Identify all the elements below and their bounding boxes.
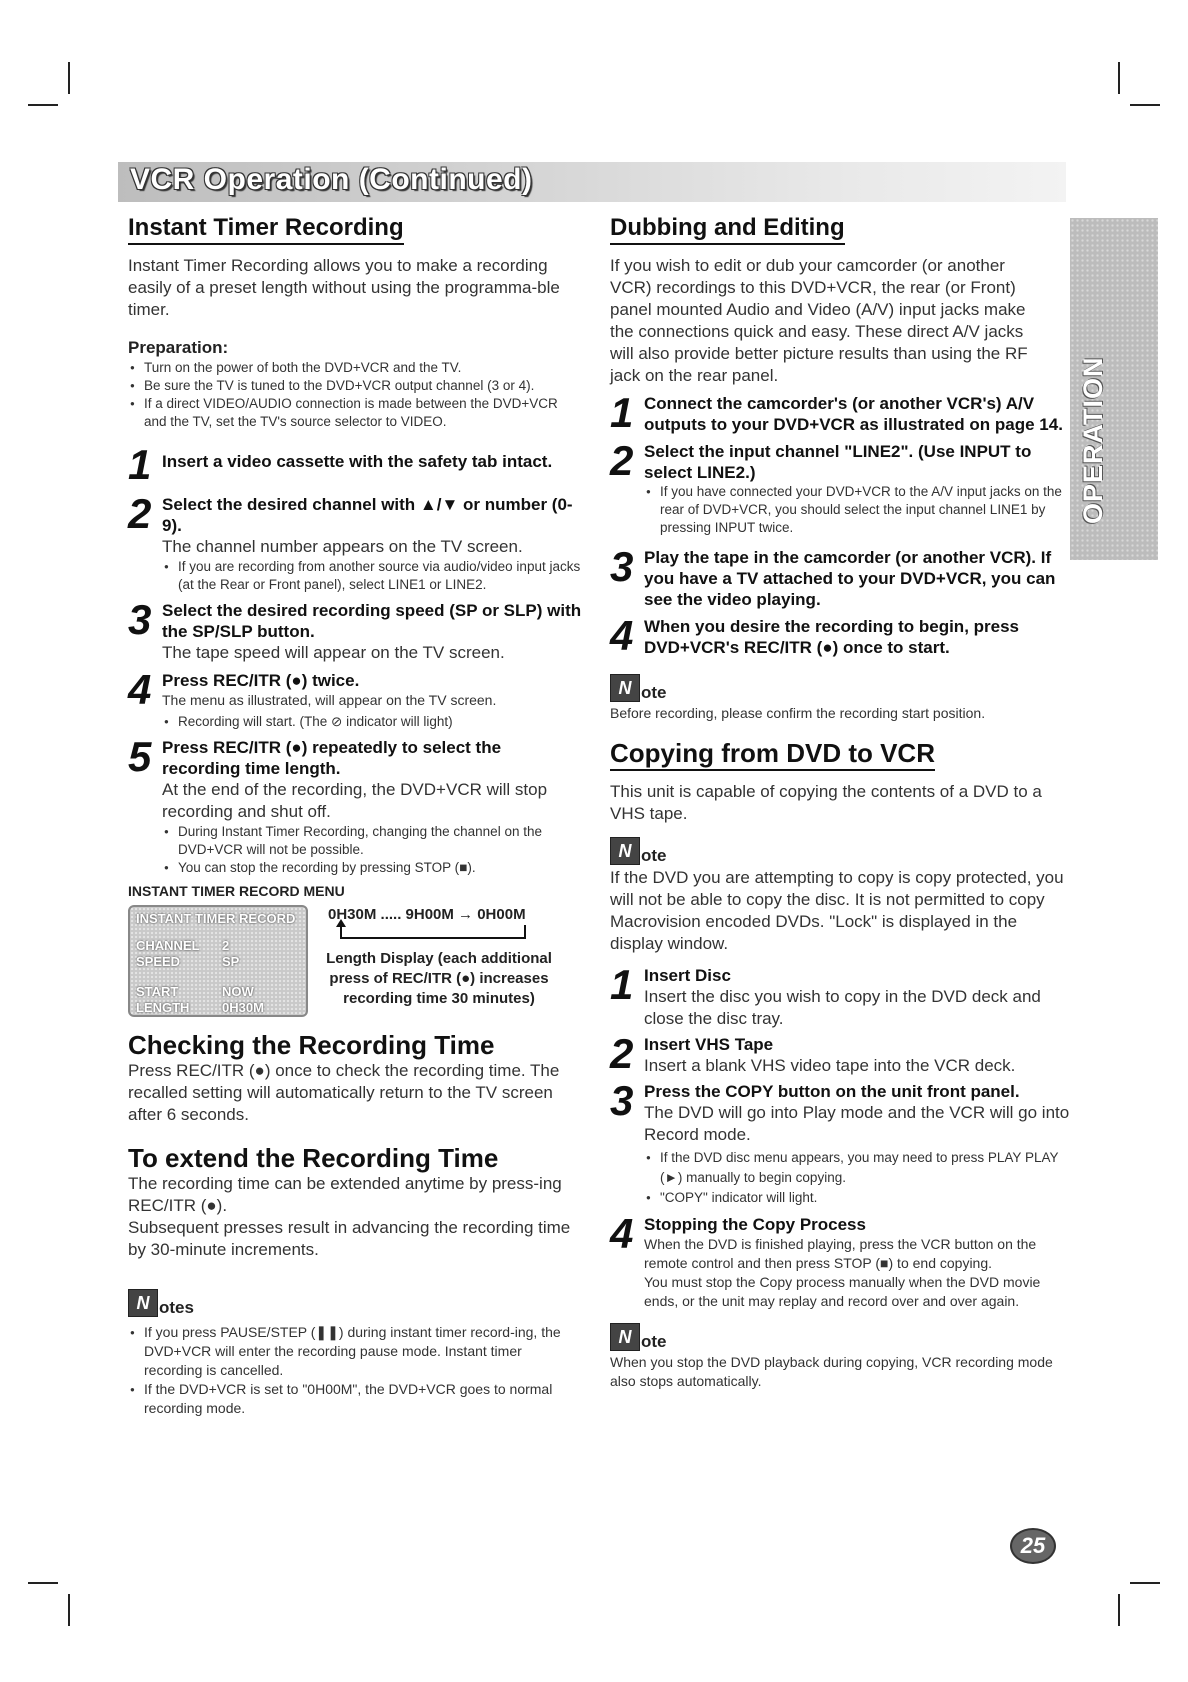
- step-text: At the end of the recording, the DVD+VCR will stop recording and shut off.: [162, 780, 548, 821]
- step-head: Insert a video cassette with the safety tab intact.: [162, 452, 553, 471]
- notes-header: [128, 1287, 584, 1317]
- step-head: Play the tape in the camcorder (or another VCR). If you have a TV attached to your DVD+VCR, you can see the video playing.: [644, 548, 1056, 609]
- note-header: [610, 835, 1070, 865]
- step-text: The DVD will go into Play mode and the VCR will go into Record mode.: [644, 1103, 1070, 1144]
- checking-title: Checking the Recording Time: [128, 1030, 495, 1060]
- page-number: 25: [1010, 1528, 1056, 1564]
- prep-title: Preparation:: [128, 338, 229, 357]
- step-text: You must stop the Copy process manually when the DVD movie ends, or the unit may replay and record over and over again.: [644, 1274, 1041, 1309]
- extend-title: To extend the Recording Time: [128, 1143, 499, 1173]
- step-text: The menu as illustrated, will appear on the TV screen.: [162, 692, 497, 708]
- step-3: [128, 596, 584, 664]
- osd-title: INSTANT TIMER RECORD: [136, 911, 296, 926]
- list-item: ● If a direct VIDEO/AUDIO connection is made between the DVD+VCR and the TV, set the TV's source selector to VIDEO.: [128, 395, 584, 431]
- step-number: 3: [128, 596, 152, 643]
- crop-mark: [68, 62, 70, 94]
- note-icon: N: [610, 674, 640, 702]
- step-number: 1: [128, 441, 152, 488]
- crop-mark: [1118, 62, 1120, 94]
- step-head: Insert Disc: [644, 966, 731, 985]
- extend-text-1: The recording time can be extended anytime by press-ing REC/ITR (●).: [128, 1174, 562, 1215]
- note-header: [610, 672, 1070, 702]
- crop-mark: [1118, 1594, 1120, 1626]
- osd-key: LENGTH: [136, 1000, 190, 1015]
- step-bullets: [644, 483, 1070, 537]
- right-column: [610, 213, 1070, 1391]
- crop-mark: [28, 104, 58, 106]
- step-number: 1: [610, 961, 634, 1008]
- step-1: [610, 961, 1070, 1030]
- instant-intro: Instant Timer Recording allows you to make a recording easily of a preset length without using the programma-ble timer.: [128, 256, 560, 319]
- length-sequence: [314, 905, 564, 949]
- copying-title: Copying from DVD to VCR: [610, 739, 935, 771]
- osd-key: SPEED: [136, 954, 181, 969]
- list-item: ● If you press PAUSE/STEP (❚❚) during instant timer record-ing, the DVD+VCR will enter the recording pause mode. Instant timer recording is cancelled.: [128, 1323, 584, 1380]
- osd-value: NOW: [222, 984, 254, 999]
- banner-title: VCR Operation (Continued): [130, 163, 533, 196]
- checking-text: Press REC/ITR (●) once to check the recording time. The recalled setting will automatically return to the TV screen after 6 seconds.: [128, 1061, 560, 1124]
- side-tab-label: OPERATION: [1078, 356, 1108, 524]
- osd-value: SP: [222, 954, 240, 969]
- step-bullets: [644, 1148, 1070, 1208]
- menu-info: [314, 905, 564, 1017]
- note-text: If the DVD you are attempting to copy is copy protected, you will not be able to copy the disc. It is not permitted to copy Macrovision encoded DVDs. "Lock" is displayed in the display window.: [610, 868, 1064, 953]
- step-bullets: [162, 823, 584, 877]
- step-text: The tape speed will appear on the TV screen.: [162, 643, 505, 662]
- step-text: The channel number appears on the TV screen.: [162, 537, 523, 556]
- note-word: ote: [641, 1332, 667, 1351]
- osd-value: 0H30M: [222, 1000, 264, 1015]
- list-item: ● Be sure the TV is tuned to the DVD+VCR output channel (3 or 4).: [128, 377, 584, 395]
- menu-caption: Length Display (each additional press of REC/ITR (●) increases recording time 30 minutes): [326, 950, 552, 1007]
- side-tab: [1070, 218, 1158, 560]
- note-text: Before recording, please confirm the recording start position.: [610, 705, 986, 721]
- step-head: Stopping the Copy Process: [644, 1215, 866, 1234]
- copying-intro: This unit is capable of copying the contents of a DVD to a VHS tape.: [610, 782, 1042, 823]
- menu-label: INSTANT TIMER RECORD MENU: [128, 883, 345, 899]
- extend-text-2: Subsequent presses result in advancing the recording time by 30-minute increments.: [128, 1218, 571, 1259]
- step-head: Connect the camcorder's (or another VCR's) A/V outputs to your DVD+VCR as illustrated on page 14.: [644, 394, 1063, 434]
- arrow-icon: [340, 925, 526, 939]
- step-number: 5: [128, 733, 152, 780]
- prep-list: [128, 359, 584, 431]
- note-icon: N: [610, 1323, 640, 1351]
- step-2: [610, 437, 1070, 537]
- step-text: Insert a blank VHS video tape into the VCR deck.: [644, 1056, 1016, 1075]
- step-head: Press REC/ITR (●) twice.: [162, 671, 360, 690]
- crop-mark: [28, 1582, 58, 1584]
- step-bullets: [162, 713, 584, 731]
- step-number: 4: [128, 666, 152, 713]
- step-4: [610, 1210, 1070, 1311]
- dubbing-title: Dubbing and Editing: [610, 213, 845, 245]
- crop-mark: [1130, 1582, 1160, 1584]
- step-number: 2: [610, 1030, 634, 1077]
- list-item: ● If you are recording from another source via audio/video input jacks (at the Rear or Front panel), select LINE1 or LINE2.: [162, 558, 584, 594]
- step-head: Press REC/ITR (●) repeatedly to select the recording time length.: [162, 738, 502, 778]
- note-word: ote: [641, 683, 667, 702]
- step-3: [610, 1077, 1070, 1208]
- step-2: [610, 1030, 1070, 1077]
- list-item: ● If you have connected your DVD+VCR to the A/V input jacks on the rear of DVD+VCR, you should select the input channel LINE1 by pressing INPUT twice.: [644, 483, 1070, 537]
- notes-list: [128, 1323, 584, 1418]
- note-icon: N: [610, 837, 640, 865]
- osd-key: CHANNEL: [136, 938, 200, 953]
- step-4: [128, 666, 584, 731]
- step-head: Press the COPY button on the unit front panel.: [644, 1082, 1020, 1101]
- instant-title: Instant Timer Recording: [128, 213, 404, 245]
- crop-mark: [68, 1594, 70, 1626]
- sequence-text: 0H30M ..... 9H00M → 0H00M: [328, 906, 526, 923]
- step-head: When you desire the recording to begin, press DVD+VCR's REC/ITR (●) once to start.: [644, 617, 1020, 657]
- section-banner: [118, 162, 1066, 202]
- note-word: ote: [641, 846, 667, 865]
- step-bullets: [162, 558, 584, 594]
- list-item: ● You can stop the recording by pressing STOP (■).: [162, 859, 584, 877]
- step-head: Select the input channel "LINE2". (Use INPUT to select LINE2.): [644, 442, 1032, 482]
- step-number: 2: [610, 437, 634, 484]
- step-head: Select the desired recording speed (SP or SLP) with the SP/SLP button.: [162, 601, 582, 641]
- step-4: [610, 612, 1070, 659]
- step-number: 3: [610, 1077, 634, 1124]
- step-number: 3: [610, 543, 634, 590]
- crop-mark: [1130, 104, 1160, 106]
- list-item: ● Turn on the power of both the DVD+VCR and the TV.: [128, 359, 584, 377]
- step-1: [128, 441, 584, 488]
- step-number: 4: [610, 612, 634, 659]
- note-header: [610, 1321, 1070, 1351]
- step-number: 2: [128, 490, 152, 537]
- dubbing-intro: If you wish to edit or dub your camcorder (or another VCR) recordings to this DVD+VCR, the rear (or Front) panel mounted Audio and Video (A/V) input jacks make the connections quick and easy. These direct A/V jacks will also provide better picture results than using the RF jack on the rear panel.: [610, 256, 1028, 385]
- step-number: 1: [610, 389, 634, 436]
- step-text: When the DVD is finished playing, press the VCR button on the remote control and then press STOP (■) to end copying.: [644, 1236, 1037, 1271]
- osd-key: START: [136, 984, 179, 999]
- list-item: ● Recording will start. (The ⊘ indicator will light): [162, 713, 584, 731]
- osd-screen: [128, 905, 308, 1017]
- list-item: ● "COPY" indicator will light.: [644, 1188, 1070, 1208]
- list-item: ● If the DVD disc menu appears, you may need to press PLAY PLAY (►) manually to begin copying.: [644, 1148, 1070, 1188]
- step-3: [610, 543, 1070, 610]
- step-head: Insert VHS Tape: [644, 1035, 774, 1054]
- step-5: [128, 733, 584, 877]
- list-item: ● If the DVD+VCR is set to "0H00M", the DVD+VCR goes to normal recording mode.: [128, 1380, 584, 1418]
- left-column: [128, 213, 584, 1418]
- osd-value: 2: [222, 938, 230, 953]
- step-head: Select the desired channel with ▲/▼ or number (0-9).: [162, 495, 573, 535]
- note-icon: N: [128, 1289, 158, 1317]
- step-2: [128, 490, 584, 594]
- step-1: [610, 389, 1070, 436]
- note-text: When you stop the DVD playback during copying, VCR recording mode also stops automatically.: [610, 1354, 1053, 1389]
- instant-timer-menu: [128, 905, 584, 1017]
- step-number: 4: [610, 1210, 634, 1257]
- list-item: ● During Instant Timer Recording, changing the channel on the DVD+VCR will not be possible.: [162, 823, 584, 859]
- step-text: Insert the disc you wish to copy in the DVD deck and close the disc tray.: [644, 987, 1041, 1028]
- note-word: otes: [159, 1298, 194, 1317]
